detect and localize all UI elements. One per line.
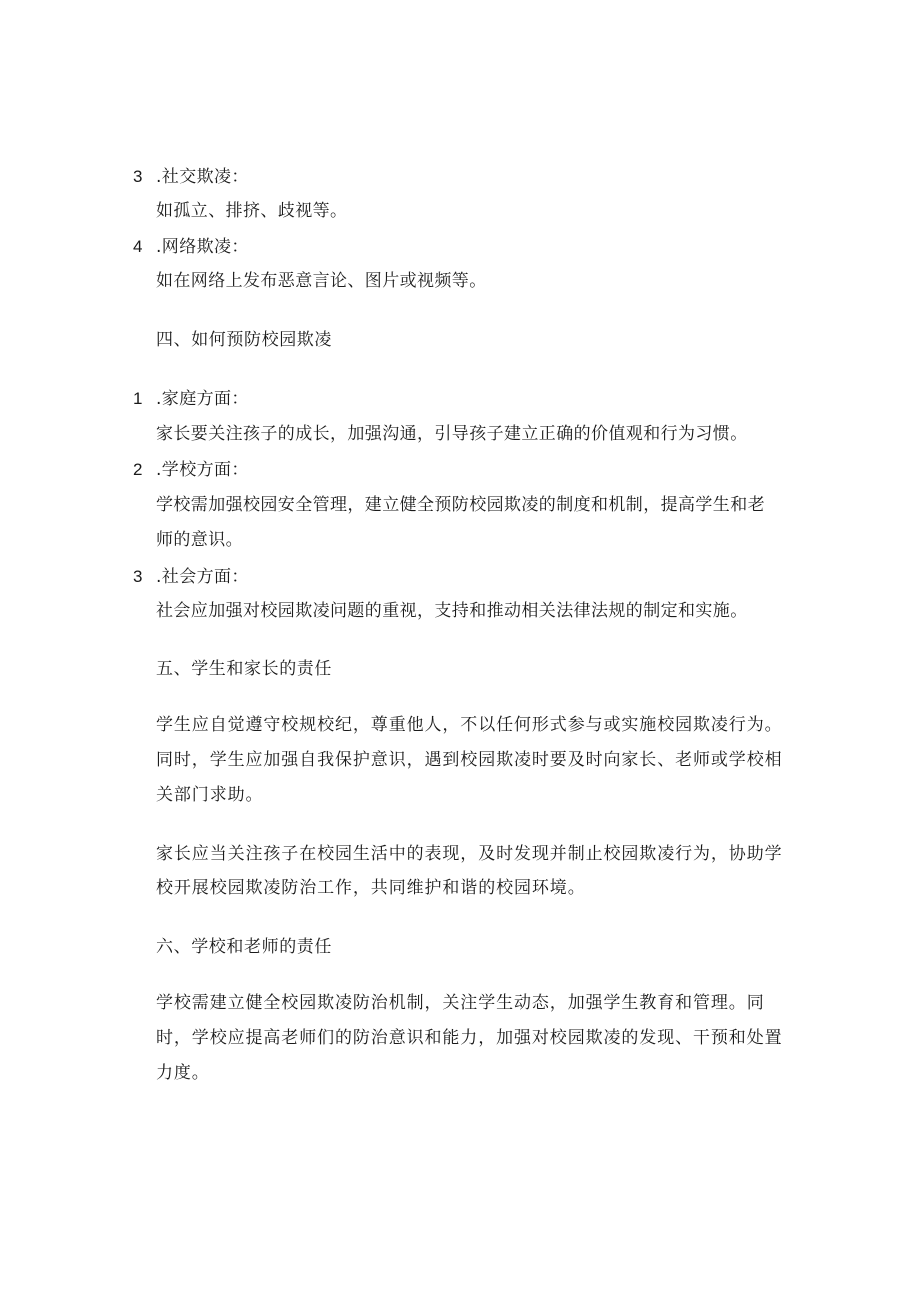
list-label: .社会方面： <box>156 567 249 587</box>
paragraph-line: 关部门求助。 <box>156 785 264 805</box>
list-number: 2 <box>133 460 143 479</box>
list-text: 师的意识。 <box>156 530 243 550</box>
section-heading: 五、学生和家长的责任 <box>156 659 332 679</box>
section-heading: 六、学校和老师的责任 <box>156 937 332 957</box>
section-heading: 四、如何预防校园欺凌 <box>156 330 332 350</box>
list-number: 1 <box>133 389 143 408</box>
paragraph-line: 力度。 <box>156 1063 210 1083</box>
list-label: .学校方面： <box>156 460 249 480</box>
paragraph-line: 时，学校应提高老师们的防治意识和能力，加强对校园欺凌的发现、干预和处置 <box>156 1028 783 1048</box>
list-text: 学校需加强校园安全管理，建立健全预防校园欺凌的制度和机制，提高学生和老 <box>156 495 765 515</box>
list-label: .网络欺凌： <box>156 237 249 257</box>
list-number: 3 <box>133 567 143 586</box>
paragraph-line: 学校需建立健全校园欺凌防治机制，关注学生动态，加强学生教育和管理。同 <box>156 993 765 1013</box>
list-label: .社交欺凌： <box>156 167 249 187</box>
list-number: 3 <box>133 167 143 186</box>
paragraph-line: 学生应自觉遵守校规校纪，尊重他人，不以任何形式参与或实施校园欺凌行为。 <box>156 715 783 735</box>
list-text: 家长要关注孩子的成长，加强沟通，引导孩子建立正确的价值观和行为习惯。 <box>156 424 748 444</box>
list-text: 如孤立、排挤、歧视等。 <box>156 201 348 221</box>
list-text: 社会应加强对校园欺凌问题的重视，支持和推动相关法律法规的制定和实施。 <box>156 601 748 621</box>
list-text: 如在网络上发布恶意言论、图片或视频等。 <box>156 271 487 291</box>
paragraph-line: 校开展校园欺凌防治工作，共同维护和谐的校园环境。 <box>156 878 586 898</box>
list-label: .家庭方面： <box>156 389 249 409</box>
paragraph-line: 同时，学生应加强自我保护意识，遇到校园欺凌时要及时向家长、老师或学校相 <box>156 750 783 770</box>
paragraph-line: 家长应当关注孩子在校园生活中的表现，及时发现并制止校园欺凌行为，协助学 <box>156 844 783 864</box>
list-number: 4 <box>133 237 143 256</box>
